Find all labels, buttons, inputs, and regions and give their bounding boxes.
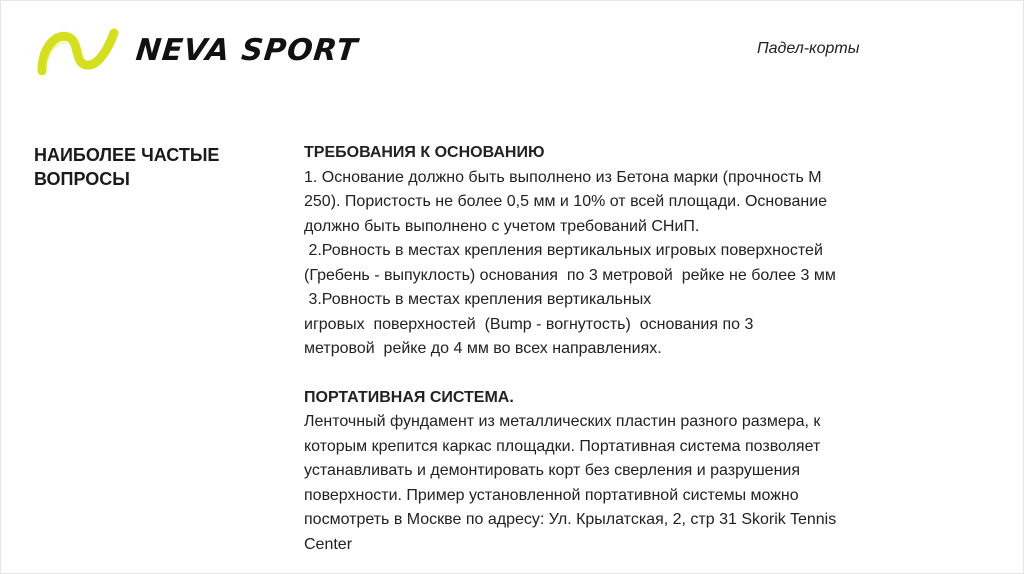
base-requirements-line: 2.Ровность в местах крепления вертикальных игровых поверхностей (304, 242, 823, 259)
faq-content (304, 141, 994, 557)
base-requirements-line: (Гребень - выпуклость) основания по 3 метровой рейке не более 3 мм (304, 266, 836, 284)
faq-title-line-1: НАИБОЛЕЕ ЧАСТЫЕ (34, 145, 220, 165)
brand-name: NEVA SPORT (134, 33, 360, 68)
section-spacer (304, 362, 994, 386)
page-caption: Падел-корты (757, 40, 860, 57)
portable-system-line: поверхности. Пример установленной портативной системы можно (304, 486, 799, 504)
brand-logo (34, 27, 358, 75)
portable-system-line: устанавливать и демонтировать корт без сверления и разрушения (304, 462, 800, 479)
base-requirements-line: 250). Пористость не более 0,5 мм и 10% от всей площади. Основание (304, 193, 828, 210)
portable-system-line: посмотреть в Москве по адресу: Ул. Крылатская, 2, стр 31 Skorik Tennis (304, 511, 837, 528)
portable-system-heading: ПОРТАТИВНАЯ СИСТЕМА. (304, 388, 514, 406)
portable-system-line: которым крепится каркас площадки. Портативная система позволяет (304, 437, 821, 455)
base-requirements-line: 3.Ровность в местах крепления вертикальных (304, 291, 652, 308)
portable-system-line: Center (304, 535, 353, 553)
faq-title (34, 143, 274, 191)
neva-wave-logo-icon (34, 27, 122, 75)
base-requirements-line: должно быть выполнено с учетом требований СНиП. (304, 217, 700, 235)
faq-title-line-2: ВОПРОСЫ (34, 169, 130, 189)
portable-system-line: Ленточный фундамент из металлических пластин разного размера, к (304, 413, 821, 430)
base-requirements-line: игровых поверхностей (Bump - вогнутость) основания по 3 (304, 315, 754, 333)
base-requirements-line: 1. Основание должно быть выполнено из Бетона марки (прочность М (304, 168, 822, 186)
base-requirements-line: метровой рейке до 4 мм во всех направлениях. (304, 340, 662, 357)
base-requirements-heading: ТРЕБОВАНИЯ К ОСНОВАНИЮ (304, 144, 545, 161)
